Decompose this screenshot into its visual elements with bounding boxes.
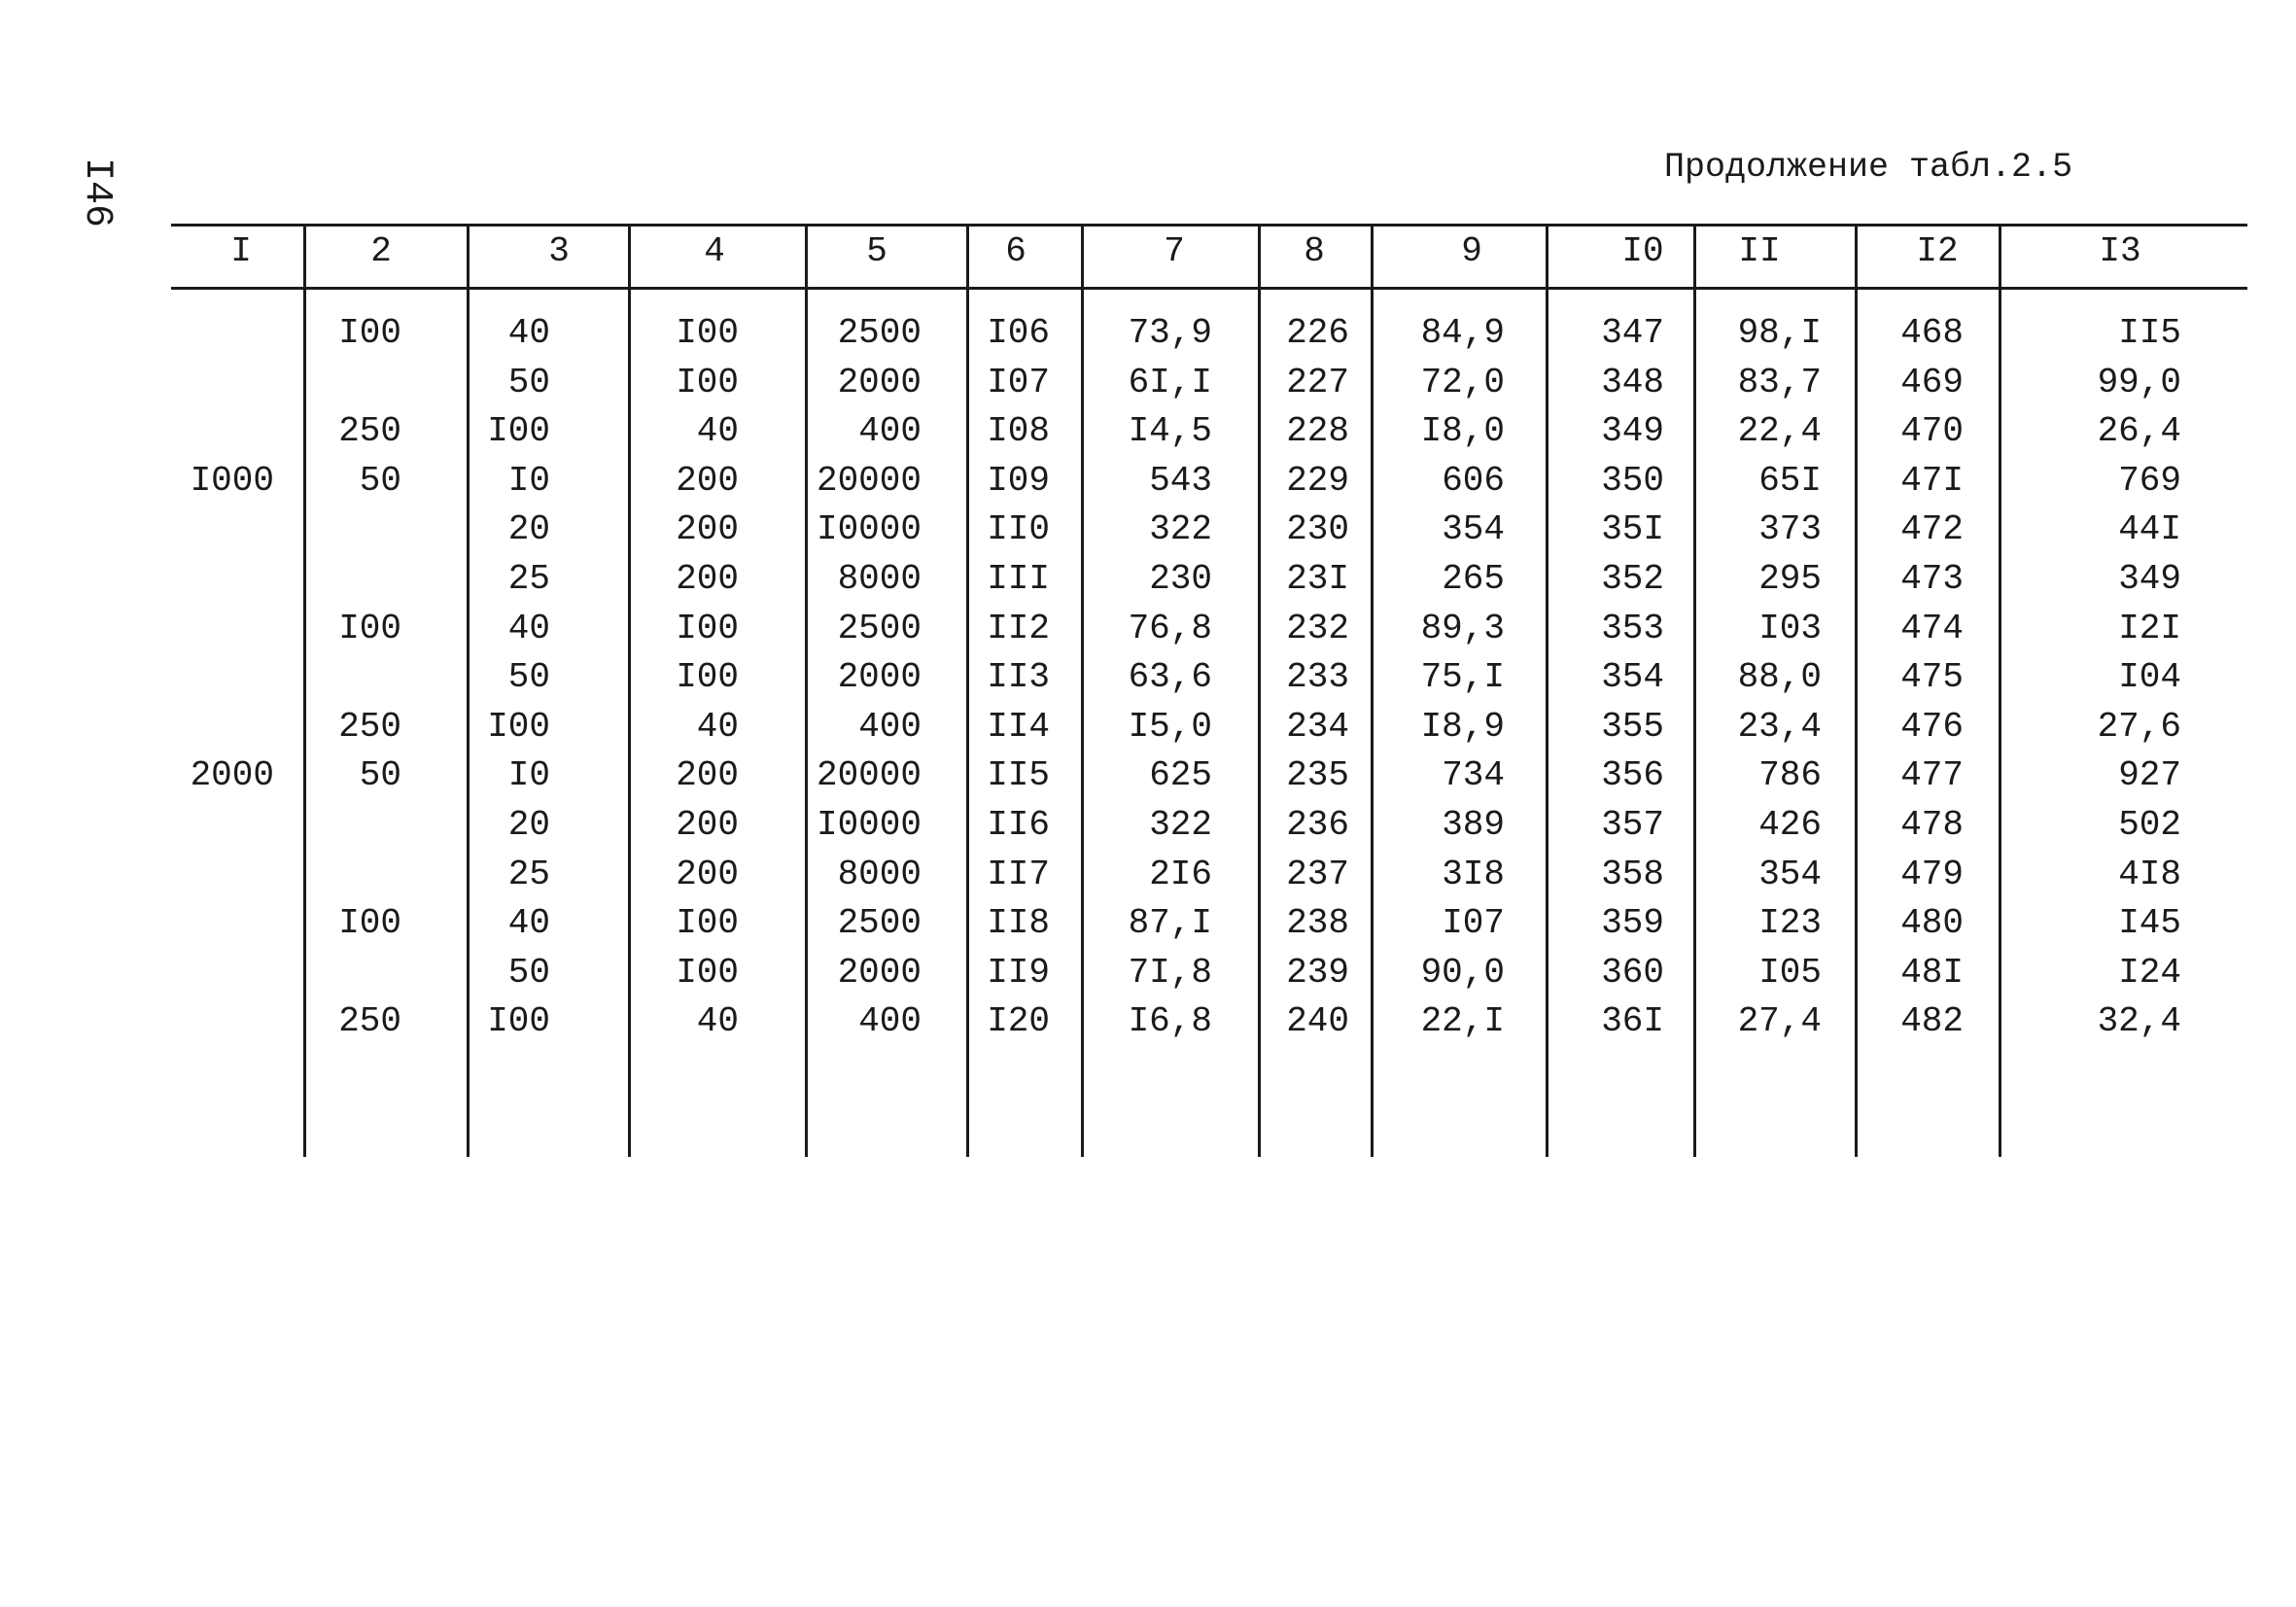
table-cell: I07: [987, 362, 1050, 402]
table-cell: 477: [1900, 755, 1964, 796]
table-cell: 400: [858, 411, 922, 452]
table-cell: 50: [507, 952, 550, 993]
table-cell: 227: [1286, 362, 1349, 402]
table-cell: 20000: [816, 755, 922, 796]
table-cell: 354: [1442, 509, 1505, 550]
column-header: I0: [1621, 231, 1664, 271]
table-cell: 469: [1900, 362, 1964, 402]
table-cell: II2: [987, 608, 1050, 648]
table-cell: I45: [2118, 903, 2181, 944]
table-cell: 373: [1758, 509, 1822, 550]
table-cell: 470: [1900, 411, 1964, 452]
table-cell: 228: [1286, 411, 1349, 452]
table-cell: I06: [987, 313, 1050, 353]
column-header: 2: [370, 231, 392, 271]
table-cell: I00: [338, 608, 401, 648]
table-cell: 348: [1601, 362, 1664, 402]
table-cell: 26,4: [2097, 411, 2181, 452]
table-cell: 734: [1442, 755, 1505, 796]
table-cell: 354: [1758, 854, 1822, 894]
table-cell: I23: [1758, 903, 1822, 944]
table-cell: 360: [1601, 952, 1664, 993]
table-cell: I07: [1442, 903, 1505, 944]
table-cell: 236: [1286, 805, 1349, 845]
table-cell: 200: [676, 854, 739, 894]
table-cell: 63,6: [1128, 657, 1212, 698]
table-cell: 8000: [837, 854, 922, 894]
table-cell: 7I,8: [1128, 952, 1212, 993]
table-cell: 472: [1900, 509, 1964, 550]
table-cell: I8,9: [1420, 706, 1505, 747]
table-cell: 625: [1149, 755, 1212, 796]
table-cell: 25: [507, 559, 550, 599]
group-label: I000: [190, 460, 274, 501]
table-cell: 606: [1442, 460, 1505, 501]
table-cell: 32,4: [2097, 1001, 2181, 1042]
table-cell: I6,8: [1128, 1001, 1212, 1042]
table-cell: 786: [1758, 755, 1822, 796]
table-cell: I00: [487, 706, 550, 747]
table-cell: 50: [507, 657, 550, 698]
table-cell: 400: [858, 1001, 922, 1042]
table-cell: 322: [1149, 509, 1212, 550]
table-cell: 48I: [1900, 952, 1964, 993]
table-cell: 474: [1900, 608, 1964, 648]
table-cell: 200: [676, 460, 739, 501]
table-cell: 4I8: [2118, 854, 2181, 894]
table-cell: 90,0: [1420, 952, 1505, 993]
table-cell: 232: [1286, 608, 1349, 648]
table-cell: 88,0: [1737, 657, 1822, 698]
table-cell: 358: [1601, 854, 1664, 894]
table-cell: I08: [987, 411, 1050, 452]
table-cell: 2500: [837, 313, 922, 353]
table-cell: 2500: [837, 608, 922, 648]
table-cell: I00: [487, 411, 550, 452]
column-header: 8: [1304, 231, 1325, 271]
table-cell: 347: [1601, 313, 1664, 353]
table-cell: 230: [1149, 559, 1212, 599]
table-cell: 482: [1900, 1001, 1964, 1042]
table-cell: 84,9: [1420, 313, 1505, 353]
table-cell: 349: [1601, 411, 1664, 452]
table-cell: 22,4: [1737, 411, 1822, 452]
table-cell: I0000: [816, 805, 922, 845]
table-cell: 2000: [837, 657, 922, 698]
table-cell: 27,6: [2097, 706, 2181, 747]
table-cell: I8,0: [1420, 411, 1505, 452]
column-header: 4: [704, 231, 725, 271]
table-cell: I00: [487, 1001, 550, 1042]
group-label: 2000: [190, 755, 274, 796]
table-cell: I00: [676, 952, 739, 993]
table-cell: 479: [1900, 854, 1964, 894]
table-cell: 22,I: [1420, 1001, 1505, 1042]
table-cell: 27,4: [1737, 1001, 1822, 1042]
table-cell: 480: [1900, 903, 1964, 944]
table-cell: 47I: [1900, 460, 1964, 501]
table-cell: 230: [1286, 509, 1349, 550]
table-cell: 353: [1601, 608, 1664, 648]
column-header: 5: [866, 231, 887, 271]
table-cell: 250: [338, 411, 401, 452]
table-cell: 543: [1149, 460, 1212, 501]
table-cell: 400: [858, 706, 922, 747]
table-cell: 355: [1601, 706, 1664, 747]
table-cell: 25: [507, 854, 550, 894]
table-cell: 2500: [837, 903, 922, 944]
table-cell: 50: [507, 362, 550, 402]
table-cell: II4: [987, 706, 1050, 747]
table-cell: I00: [338, 313, 401, 353]
table-cell: II3: [987, 657, 1050, 698]
table-cell: 200: [676, 755, 739, 796]
table-cell: 76,8: [1128, 608, 1212, 648]
table-cell: 50: [359, 755, 401, 796]
table-cell: 769: [2118, 460, 2181, 501]
table-cell: 237: [1286, 854, 1349, 894]
table-cell: 229: [1286, 460, 1349, 501]
table-cell: I00: [676, 608, 739, 648]
table-cell: 73,9: [1128, 313, 1212, 353]
table-cell: 238: [1286, 903, 1349, 944]
table-cell: 200: [676, 805, 739, 845]
column-divider: [1999, 224, 2001, 1157]
table-cell: 200: [676, 559, 739, 599]
table-cell: 23I: [1286, 559, 1349, 599]
table-cell: 50: [359, 460, 401, 501]
table-cell: 40: [507, 313, 550, 353]
table-cell: I2I: [2118, 608, 2181, 648]
table-cell: II7: [987, 854, 1050, 894]
table-cell: 239: [1286, 952, 1349, 993]
table-cell: 20: [507, 509, 550, 550]
table-header-rule: [171, 287, 2247, 290]
table-cell: I00: [676, 362, 739, 402]
table-cell: 99,0: [2097, 362, 2181, 402]
table-cell: I0: [507, 460, 550, 501]
table-cell: 359: [1601, 903, 1664, 944]
table-cell: 40: [507, 903, 550, 944]
table-cell: 6I,I: [1128, 362, 1212, 402]
table-cell: 265: [1442, 559, 1505, 599]
table-cell: 35I: [1601, 509, 1664, 550]
table-cell: 83,7: [1737, 362, 1822, 402]
table-cell: 3I8: [1442, 854, 1505, 894]
page-number: I46: [75, 157, 119, 228]
table-cell: 2000: [837, 952, 922, 993]
table-cell: 23,4: [1737, 706, 1822, 747]
table-cell: 2000: [837, 362, 922, 402]
table-cell: II6: [987, 805, 1050, 845]
table-cell: II9: [987, 952, 1050, 993]
table-cell: 75,I: [1420, 657, 1505, 698]
table-cell: 98,I: [1737, 313, 1822, 353]
table-cell: 322: [1149, 805, 1212, 845]
table-cell: 72,0: [1420, 362, 1505, 402]
table-cell: 44I: [2118, 509, 2181, 550]
table-cell: 40: [696, 706, 739, 747]
column-header: 6: [1005, 231, 1026, 271]
table-cell: 40: [696, 1001, 739, 1042]
table-cell: I03: [1758, 608, 1822, 648]
table-cell: 357: [1601, 805, 1664, 845]
table-cell: 426: [1758, 805, 1822, 845]
table-cell: II0: [987, 509, 1050, 550]
table-cell: 349: [2118, 559, 2181, 599]
column-header: 9: [1461, 231, 1482, 271]
table-cell: 65I: [1758, 460, 1822, 501]
table-cell: 36I: [1601, 1001, 1664, 1042]
table-cell: I00: [676, 903, 739, 944]
table-cell: I00: [338, 903, 401, 944]
table-cell: 476: [1900, 706, 1964, 747]
column-header: I: [230, 231, 252, 271]
table-cell: 8000: [837, 559, 922, 599]
table-cell: 20: [507, 805, 550, 845]
table-cell: 89,3: [1420, 608, 1505, 648]
table-cell: I00: [676, 313, 739, 353]
table-cell: 475: [1900, 657, 1964, 698]
table-cell: 233: [1286, 657, 1349, 698]
table-cell: III: [987, 559, 1050, 599]
table-cell: 20000: [816, 460, 922, 501]
table-cell: 473: [1900, 559, 1964, 599]
table-cell: 478: [1900, 805, 1964, 845]
column-header: I3: [2099, 231, 2141, 271]
table-cell: 356: [1601, 755, 1664, 796]
table-cell: 40: [507, 608, 550, 648]
table-cell: I20: [987, 1001, 1050, 1042]
table-caption: Продолжение табл.2.5: [1664, 148, 2073, 187]
table-cell: II5: [987, 755, 1050, 796]
table-cell: 240: [1286, 1001, 1349, 1042]
table-cell: II5: [2118, 313, 2181, 353]
table-cell: 350: [1601, 460, 1664, 501]
table-cell: 226: [1286, 313, 1349, 353]
table-cell: 87,I: [1128, 903, 1212, 944]
table-cell: 352: [1601, 559, 1664, 599]
table-cell: I05: [1758, 952, 1822, 993]
table-cell: 234: [1286, 706, 1349, 747]
table-cell: 295: [1758, 559, 1822, 599]
table-cell: II8: [987, 903, 1050, 944]
table-cell: I4,5: [1128, 411, 1212, 452]
table-cell: 200: [676, 509, 739, 550]
column-header: 3: [548, 231, 570, 271]
table-cell: I0000: [816, 509, 922, 550]
table-cell: I00: [676, 657, 739, 698]
table-cell: 250: [338, 1001, 401, 1042]
table-cell: 927: [2118, 755, 2181, 796]
table-cell: 40: [696, 411, 739, 452]
column-header: II: [1738, 231, 1781, 271]
table-cell: 354: [1601, 657, 1664, 698]
table-cell: I0: [507, 755, 550, 796]
table-cell: 250: [338, 706, 401, 747]
table-cell: I09: [987, 460, 1050, 501]
table-cell: I04: [2118, 657, 2181, 698]
column-header: I2: [1916, 231, 1959, 271]
table-cell: 389: [1442, 805, 1505, 845]
table-cell: 2I6: [1149, 854, 1212, 894]
table-top-rule: [171, 224, 2247, 227]
table-cell: I24: [2118, 952, 2181, 993]
table-cell: 502: [2118, 805, 2181, 845]
table-cell: 235: [1286, 755, 1349, 796]
column-header: 7: [1164, 231, 1185, 271]
table-cell: 468: [1900, 313, 1964, 353]
table-cell: I5,0: [1128, 706, 1212, 747]
